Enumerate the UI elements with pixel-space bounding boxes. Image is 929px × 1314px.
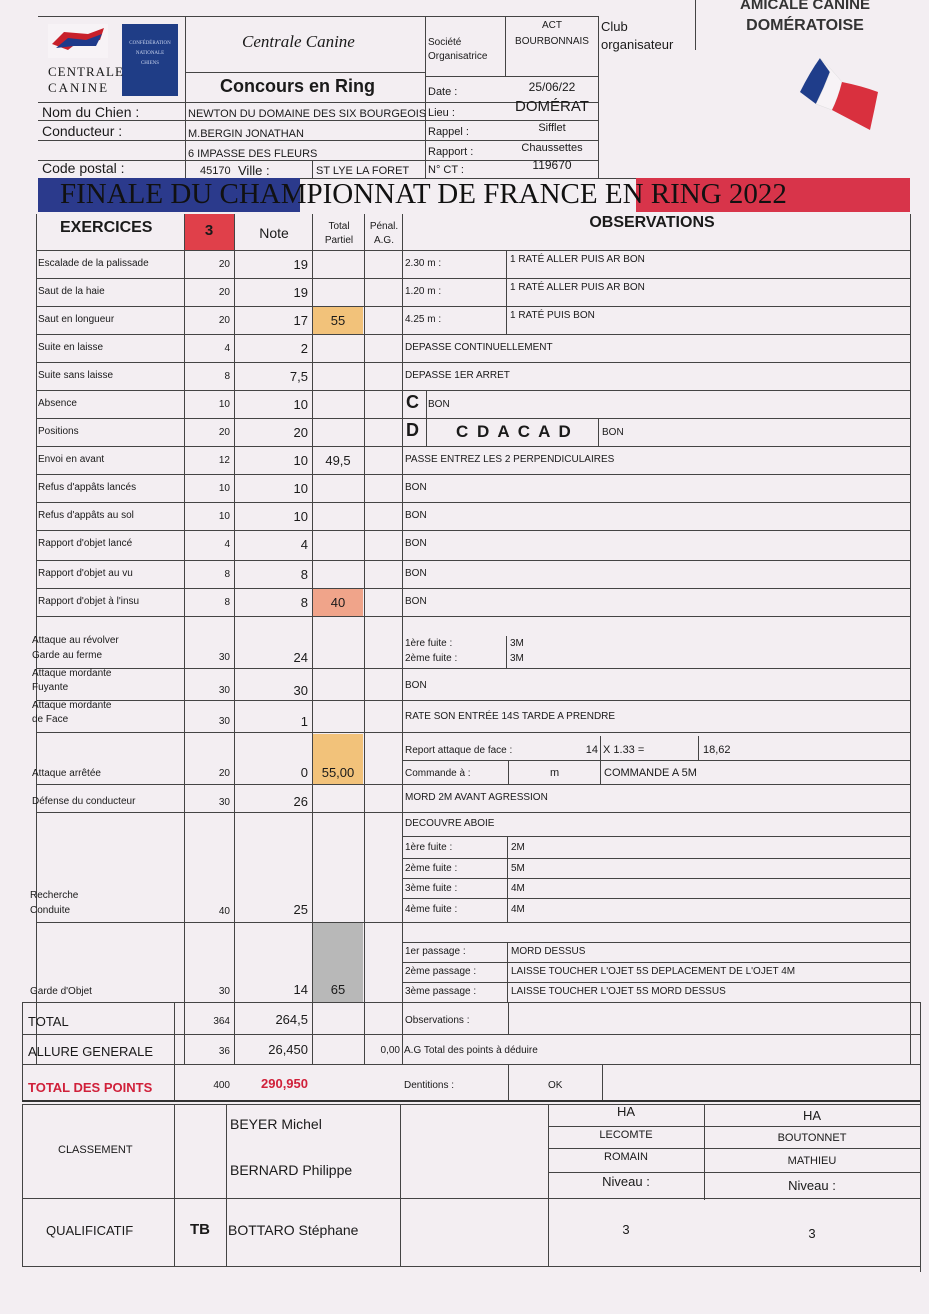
- total-max: 364: [213, 1016, 230, 1027]
- defense-obs: MORD 2M AVANT AGRESSION: [405, 792, 548, 803]
- qualificatif-value: TB: [190, 1221, 210, 1238]
- fuyante-label-1: Attaque mordante: [32, 668, 112, 679]
- societe-label: Société Organisatrice: [428, 37, 488, 62]
- exercise-note: 20: [293, 425, 308, 440]
- lieu-label: Lieu :: [428, 107, 455, 119]
- exercise-note: 17: [293, 313, 308, 328]
- exercise-obs: BON: [405, 596, 427, 607]
- exercise-max: 20: [218, 259, 230, 270]
- recherche-f1-value: 2M: [511, 842, 525, 853]
- exercise-name: Positions: [38, 426, 79, 437]
- exercise-max: 20: [218, 315, 230, 326]
- ha1-name-1: LECOMTE: [599, 1129, 653, 1141]
- exercise-obs: BON: [405, 482, 427, 493]
- exercise-name: Refus d'appâts au sol: [38, 510, 134, 521]
- face-label-1: Attaque mordante: [32, 700, 112, 711]
- commande-label: Commande à :: [405, 768, 471, 779]
- exercices-header: EXERCICES: [60, 219, 153, 236]
- allure-note: 26,450: [268, 1042, 308, 1057]
- exercise-note: 19: [293, 257, 308, 272]
- exercise-obs-detail: 1 RATÉ PUIS BON: [510, 310, 595, 321]
- dentitions-label: Dentitions :: [404, 1080, 455, 1091]
- observations-header: OBSERVATIONS: [589, 214, 715, 231]
- club-value-1: AMICALE CANINE: [740, 0, 870, 13]
- face-label-2: de Face: [32, 714, 69, 725]
- logo-text-1: CENTRALE: [48, 64, 124, 79]
- fuyante-max: 30: [218, 685, 230, 696]
- dentitions-value: OK: [548, 1080, 563, 1091]
- qualificatif-label: QUALIFICATIF: [46, 1223, 134, 1238]
- face-max: 30: [218, 716, 230, 727]
- defense-note: 26: [293, 794, 308, 809]
- ha1-name-2: ROMAIN: [604, 1151, 648, 1163]
- championship-banner: [38, 178, 910, 212]
- total-points-note: 290,950: [261, 1076, 308, 1091]
- recherche-f1-label: 1ère fuite :: [405, 842, 453, 853]
- exercise-max: 10: [218, 511, 230, 522]
- recherche-f3-label: 3ème fuite :: [405, 883, 458, 894]
- exercise-note: 8: [300, 595, 308, 610]
- commande-unit: m: [550, 767, 560, 779]
- niveau1-label: Niveau :: [602, 1174, 650, 1189]
- exercise-note: 2: [300, 341, 308, 356]
- concours-title: Concours en Ring: [220, 76, 376, 96]
- lieu-value: DOMÉRAT: [515, 98, 589, 115]
- exercise-name: Rapport d'objet à l'insu: [38, 596, 140, 607]
- exercise-max: 20: [218, 287, 230, 298]
- exercise-name: Envoi en avant: [38, 454, 105, 465]
- exercise-total-partiel: 49,5: [325, 453, 351, 468]
- penal-header: Pénal. A.G.: [369, 221, 399, 246]
- garde-p2-value: LAISSE TOUCHER L'OJET 5S DEPLACEMENT DE L'OJET 4M: [511, 966, 796, 977]
- exercise-name: Suite en laisse: [38, 342, 104, 353]
- exercise-total-partiel: 55: [330, 313, 346, 328]
- date-value: 25/06/22: [528, 80, 576, 94]
- exercise-max: 12: [218, 455, 230, 466]
- garde-p3-value: LAISSE TOUCHER L'OJET 5S MORD DESSUS: [511, 986, 726, 997]
- level-badge: 3: [204, 222, 214, 239]
- svg-text:CHIENS: CHIENS: [140, 61, 160, 66]
- garde-total: 65: [330, 982, 346, 997]
- svg-text:CONFÉDÉRATION: CONFÉDÉRATION: [129, 41, 171, 46]
- level-2-value: 3: [808, 1226, 816, 1241]
- exercise-name: Rapport d'objet au vu: [38, 568, 133, 579]
- fuite1-value: 3M: [510, 638, 524, 649]
- garde-p3-label: 3ème passage :: [405, 986, 477, 997]
- org-name: Centrale Canine: [242, 32, 355, 51]
- recherche-obs0: DECOUVRE ABOIE: [405, 818, 495, 829]
- revolver-max: 30: [218, 652, 230, 663]
- centrale-canine-logo: [48, 24, 180, 96]
- exercise-obs: 4.25 m :: [405, 314, 442, 325]
- exercise-max: 8: [224, 569, 230, 580]
- report-value: 14: [585, 744, 598, 756]
- ha2-label: HA: [802, 1108, 822, 1123]
- conducteur-label: Conducteur :: [42, 123, 123, 139]
- french-flag-icon: [800, 52, 880, 132]
- allure-max: 36: [218, 1046, 230, 1057]
- nct-label: N° CT :: [428, 164, 464, 176]
- note-header: Note: [259, 225, 289, 241]
- report-label: Report attaque de face :: [405, 745, 513, 756]
- fuyante-label-2: Fuyante: [32, 682, 69, 693]
- exercise-total-partiel: 40: [330, 595, 346, 610]
- level-1-value: 3: [622, 1222, 630, 1237]
- arretee-total: 55,00: [321, 765, 355, 780]
- recherche-max: 40: [218, 906, 230, 917]
- rapport-label: Rapport :: [428, 146, 474, 158]
- exercise-max: 10: [218, 483, 230, 494]
- exercise-name: Saut de la haie: [38, 286, 105, 297]
- recherche-f3-value: 4M: [511, 883, 525, 894]
- rappel-label: Rappel :: [428, 126, 469, 138]
- exercise-max: 4: [224, 539, 230, 550]
- club-value-2: DOMÉRATOISE: [746, 17, 864, 34]
- club-label: Club organisateur: [601, 19, 674, 52]
- arretee-label: Attaque arrêtée: [32, 768, 101, 779]
- total-points-label: TOTAL DES POINTS: [28, 1080, 153, 1095]
- exercise-note: 10: [293, 397, 308, 412]
- ha2-name-1: BOUTONNET: [777, 1132, 847, 1144]
- rapport-value: Chaussettes: [521, 142, 583, 154]
- date-label: Date :: [428, 86, 458, 98]
- exercise-max: 8: [224, 597, 230, 608]
- fuyante-obs: BON: [405, 680, 427, 691]
- allure-penalty: 0,00: [380, 1045, 400, 1056]
- revolver-label-2: Garde au ferme: [32, 650, 103, 661]
- report-mult: X 1.33 =: [603, 744, 645, 756]
- exercise-note: 7,5: [289, 369, 308, 384]
- garde-label: Garde d'Objet: [30, 986, 92, 997]
- exercise-obs-detail: 1 RATÉ ALLER PUIS AR BON: [510, 282, 645, 293]
- classement-label: CLASSEMENT: [58, 1144, 133, 1156]
- report-result: 18,62: [703, 744, 731, 756]
- exercise-obs-letter: C: [406, 392, 419, 412]
- exercise-note: 19: [293, 285, 308, 300]
- exercise-max: 20: [218, 427, 230, 438]
- banner-text: FINALE DU CHAMPIONNAT DE FRANCE EN RING 2022: [60, 178, 787, 210]
- cp-value: 45170: [200, 165, 231, 177]
- exercise-max: 10: [218, 399, 230, 410]
- exercise-name: Suite sans laisse: [38, 370, 114, 381]
- total-points-max: 400: [213, 1080, 230, 1091]
- revolver-note: 24: [293, 650, 308, 665]
- exercise-obs-result: BON: [428, 399, 450, 410]
- recherche-f4-value: 4M: [511, 904, 525, 915]
- garde-p2-label: 2ème passage :: [405, 966, 477, 977]
- ville-value: ST LYE LA FORET: [316, 165, 410, 177]
- nom-value: NEWTON DU DOMAINE DES SIX BOURGEOIS: [188, 108, 427, 120]
- face-note: 1: [300, 714, 308, 729]
- defense-label: Défense du conducteur: [32, 796, 136, 807]
- face-obs: RATE SON ENTRÉE 14S TARDE A PRENDRE: [405, 711, 616, 722]
- exercise-obs: 1.20 m :: [405, 286, 442, 297]
- exercise-max: 4: [224, 343, 230, 354]
- exercise-obs: DEPASSE 1ER ARRET: [405, 370, 510, 381]
- svg-text:NATIONALE: NATIONALE: [135, 51, 165, 56]
- arretee-max: 20: [218, 768, 230, 779]
- defense-max: 30: [218, 797, 230, 808]
- commande-obs: COMMANDE A 5M: [604, 767, 697, 779]
- total-partiel-header: Total Partiel: [324, 221, 354, 246]
- exercise-name: Saut en longueur: [38, 314, 115, 325]
- exercise-obs-letter: D: [406, 420, 419, 440]
- total-label: TOTAL: [28, 1014, 69, 1029]
- exercise-obs-detail: 1 RATÉ ALLER PUIS AR BON: [510, 254, 645, 265]
- exercise-max: 8: [224, 371, 230, 382]
- societe-value: ACT BOURBONNAIS: [515, 20, 589, 47]
- fuite2-label: 2ème fuite :: [405, 653, 458, 664]
- garde-p1-value: MORD DESSUS: [511, 946, 586, 957]
- recherche-f2-label: 2ème fuite :: [405, 863, 458, 874]
- allure-label: ALLURE GENERALE: [28, 1044, 153, 1059]
- total-note: 264,5: [275, 1012, 308, 1027]
- exercise-obs: BON: [405, 568, 427, 579]
- arretee-note: 0: [300, 765, 308, 780]
- exercise-obs: DEPASSE CONTINUELLEMENT: [405, 342, 553, 353]
- recherche-note: 25: [293, 902, 308, 917]
- ag-label: A.G Total des points à déduire: [404, 1045, 538, 1056]
- exercise-obs: BON: [405, 538, 427, 549]
- garde-p1-label: 1er passage :: [405, 946, 466, 957]
- exercise-obs: BON: [405, 510, 427, 521]
- recherche-f4-label: 4ème fuite :: [405, 904, 458, 915]
- fuite1-label: 1ère fuite :: [405, 638, 453, 649]
- rappel-value: Sifflet: [538, 122, 566, 134]
- recherche-label-1: Recherche: [30, 890, 79, 901]
- exercise-obs: PASSE ENTREZ LES 2 PERPENDICULAIRES: [405, 454, 615, 465]
- exercise-note: 10: [293, 453, 308, 468]
- exercise-name: Rapport d'objet lancé: [38, 538, 133, 549]
- exercise-obs: 2.30 m :: [405, 258, 442, 269]
- garde-max: 30: [218, 986, 230, 997]
- exercise-note: 4: [300, 537, 308, 552]
- exercise-name: Refus d'appâts lancés: [38, 482, 137, 493]
- exercise-note: 8: [300, 567, 308, 582]
- recherche-label-2: Conduite: [30, 905, 71, 916]
- nct-value: 119670: [532, 158, 572, 172]
- ha2-name-2: MATHIEU: [787, 1155, 837, 1167]
- adresse-value: 6 IMPASSE DES FLEURS: [188, 148, 318, 160]
- ha1-label: HA: [616, 1104, 636, 1119]
- judge-1: BEYER Michel: [230, 1116, 322, 1132]
- fuyante-note: 30: [293, 683, 308, 698]
- revolver-label-1: Attaque au révolver: [32, 635, 119, 646]
- cp-label: Code postal :: [42, 160, 125, 176]
- logo-text-2: CANINE: [48, 80, 110, 95]
- exercise-obs-sequence: C D A C A D: [456, 422, 573, 441]
- garde-note: 14: [293, 982, 308, 997]
- exercise-name: Escalade de la palissade: [38, 258, 149, 269]
- conducteur-value: M.BERGIN JONATHAN: [188, 128, 304, 140]
- exercise-note: 10: [293, 509, 308, 524]
- exercise-obs-result: BON: [602, 427, 624, 438]
- exercise-name: Absence: [38, 398, 77, 409]
- recherche-f2-value: 5M: [511, 863, 525, 874]
- exercise-note: 10: [293, 481, 308, 496]
- fuite2-value: 3M: [510, 653, 524, 664]
- niveau2-label: Niveau :: [788, 1178, 836, 1193]
- ville-label: Ville :: [238, 163, 270, 178]
- obs-label: Observations :: [405, 1015, 470, 1026]
- judge-3: BOTTARO Stéphane: [228, 1222, 359, 1238]
- nom-label: Nom du Chien :: [42, 104, 140, 120]
- judge-2: BERNARD Philippe: [230, 1162, 353, 1178]
